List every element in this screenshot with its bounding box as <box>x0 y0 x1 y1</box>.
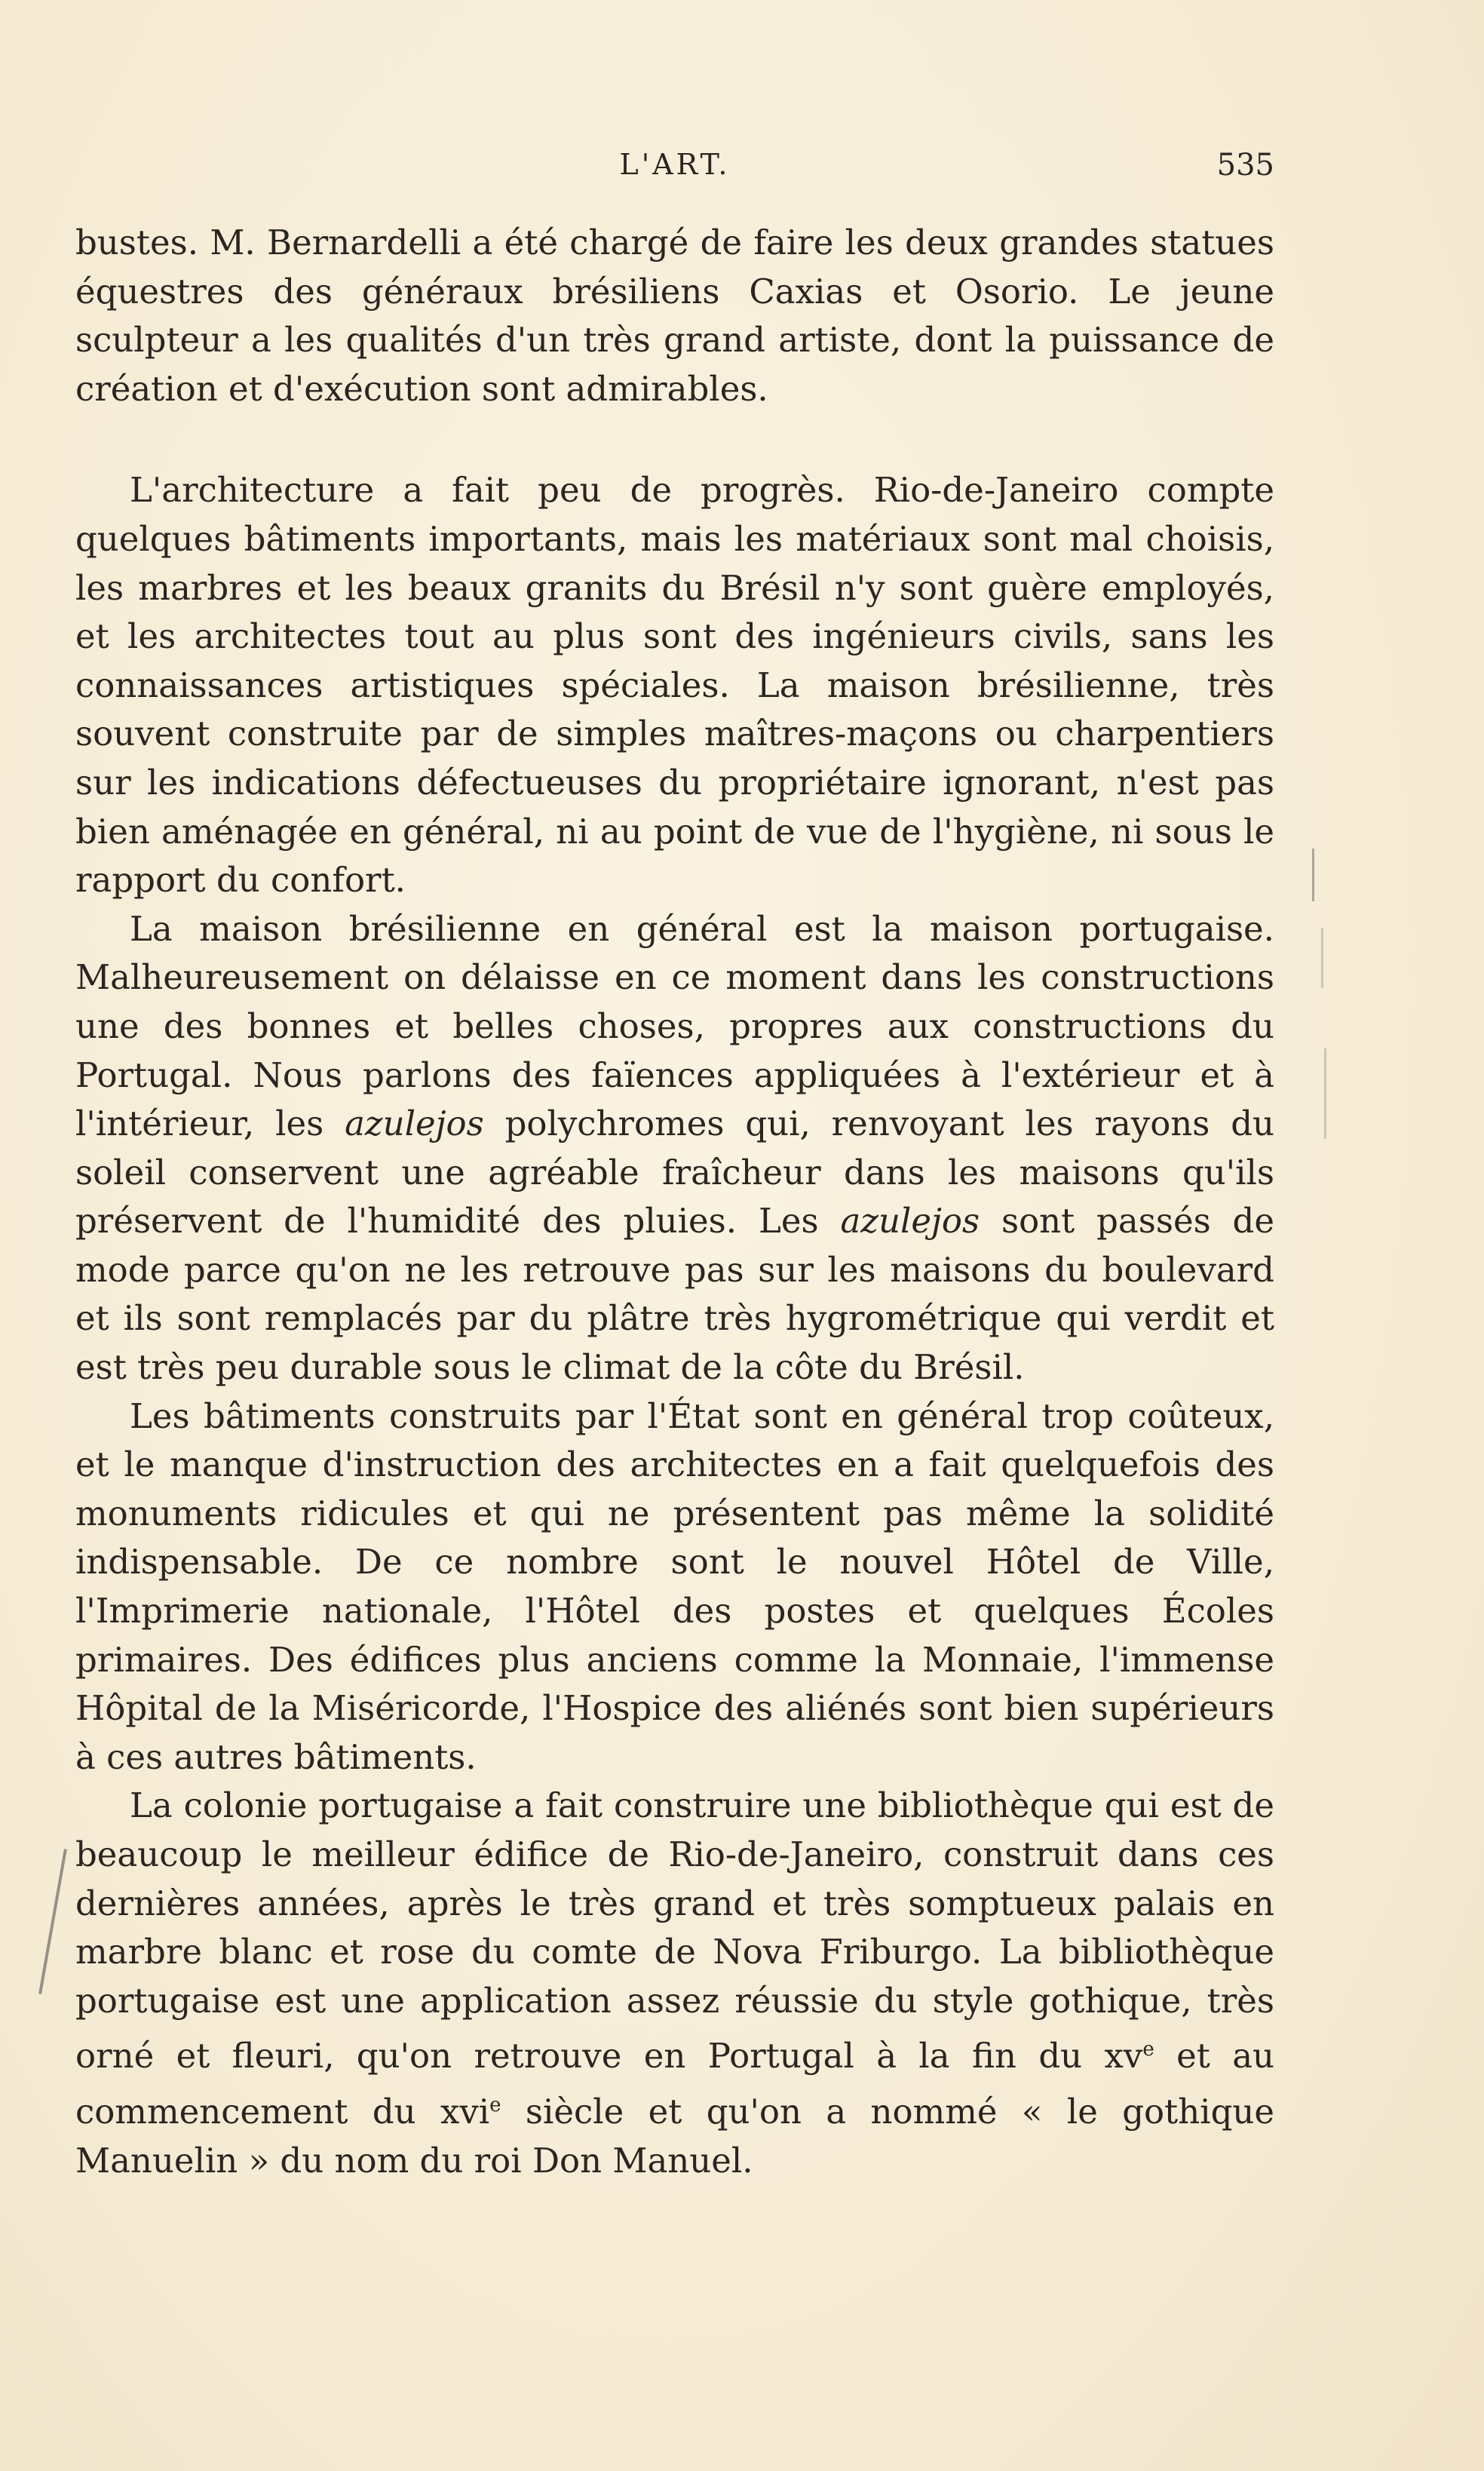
text-run: bustes. M. Bernardelli a été chargé de faire les deux grandes statues équestres des généraux brésiliens Caxias et Osorio. Le jeune sculpteur a les qualités d'un très grand artiste, dont la puissance de création et d'exécution sont admirables. <box>75 223 1274 409</box>
paragraph <box>75 219 1274 413</box>
text-run: polychromes qui, renvoyant les rayons du soleil conservent une agréable fraîcheur dans les maisons qu'ils préservent de l'humidité des pluies. Les <box>75 1104 1275 1242</box>
paragraph <box>75 905 1274 1392</box>
superscript: e <box>1142 2038 1154 2061</box>
paragraph-gap <box>75 413 1274 466</box>
margin-pencil-mark <box>38 1849 67 1994</box>
text-run: et au commencement du xvi <box>75 2036 1274 2132</box>
page-header <box>75 148 1274 193</box>
paragraph <box>75 1392 1274 1782</box>
text-run: Les bâtiments construits par l'État sont en général trop coûteux, et le manque d'instruction des architectes en a fait quelquefois des monuments ridicules et qui ne présentent pas même la solidité indispensable. De ce nombre sont le nouvel Hôtel de Ville, l'Imprimerie nationale, l'Hôtel des postes et quelques Écoles primaires. Des édifices plus anciens comme la Monnaie, l'immense Hôpital de la Miséricorde, l'Hospice des aliénés sont bien supérieurs à ces autres bâtiments. <box>75 1395 1274 1777</box>
page-number: 535 <box>1216 148 1274 183</box>
text-run: La maison brésilienne en général est la maison portugaise. Malheureusement on délaisse en ce moment dans les constructions une des bonnes et belles choses, propres aux constructions du Portugal. Nous parlons des faïences appliquées à l'extérieur et à l'intérieur, les <box>75 908 1274 1144</box>
italic-term: azulejos <box>345 1104 484 1144</box>
paragraph <box>75 1782 1274 2185</box>
running-head: L'ART. <box>619 148 731 181</box>
margin-pencil-mark <box>1324 1048 1326 1139</box>
body-text <box>75 219 1274 2185</box>
margin-pencil-mark <box>1321 928 1323 988</box>
text-run: siècle et qu'on a nommé « le gothique Manuelin » du nom du roi Don Manuel. <box>75 2091 1274 2181</box>
margin-pencil-mark <box>1312 849 1314 901</box>
italic-term: azulejos <box>840 1201 980 1242</box>
text-run: L'architecture a fait peu de progrès. Rio-de-Janeiro compte quelques bâtiments importants, mais les matériaux sont mal choisis, les marbres et les beaux granits du Brésil n'y sont guère employés, et les architectes tout au plus sont des ingénieurs civils, sans les connaissances artistiques spéciales. La maison brésilienne, très souvent construite par de simples maîtres-maçons ou charpentiers sur les indications défectueuses du propriétaire ignorant, n'est pas bien aménagée en général, ni au point de vue de l'hygiène, ni sous le rapport du confort. <box>75 470 1274 901</box>
paragraph <box>75 466 1274 904</box>
text-run: sont passés de mode parce qu'on ne les retrouve pas sur les maisons du boulevard et ils sont remplacés par du plâtre très hygrométrique qui verdit et est très peu durable sous le climat de la côte du Brésil. <box>75 1201 1274 1388</box>
text-run: La colonie portugaise a fait construire une bibliothèque qui est de beaucoup le meilleur édifice de Rio-de-Janeiro, construit dans ces dernières années, après le très grand et très somptueux palais en marbre blanc et rose du comte de Nova Friburgo. La bibliothèque portugaise est une application assez réussie du style gothique, très orné et fleuri, qu'on retrouve en Portugal à la fin du xv <box>75 1785 1274 2077</box>
superscript: e <box>489 2093 501 2116</box>
